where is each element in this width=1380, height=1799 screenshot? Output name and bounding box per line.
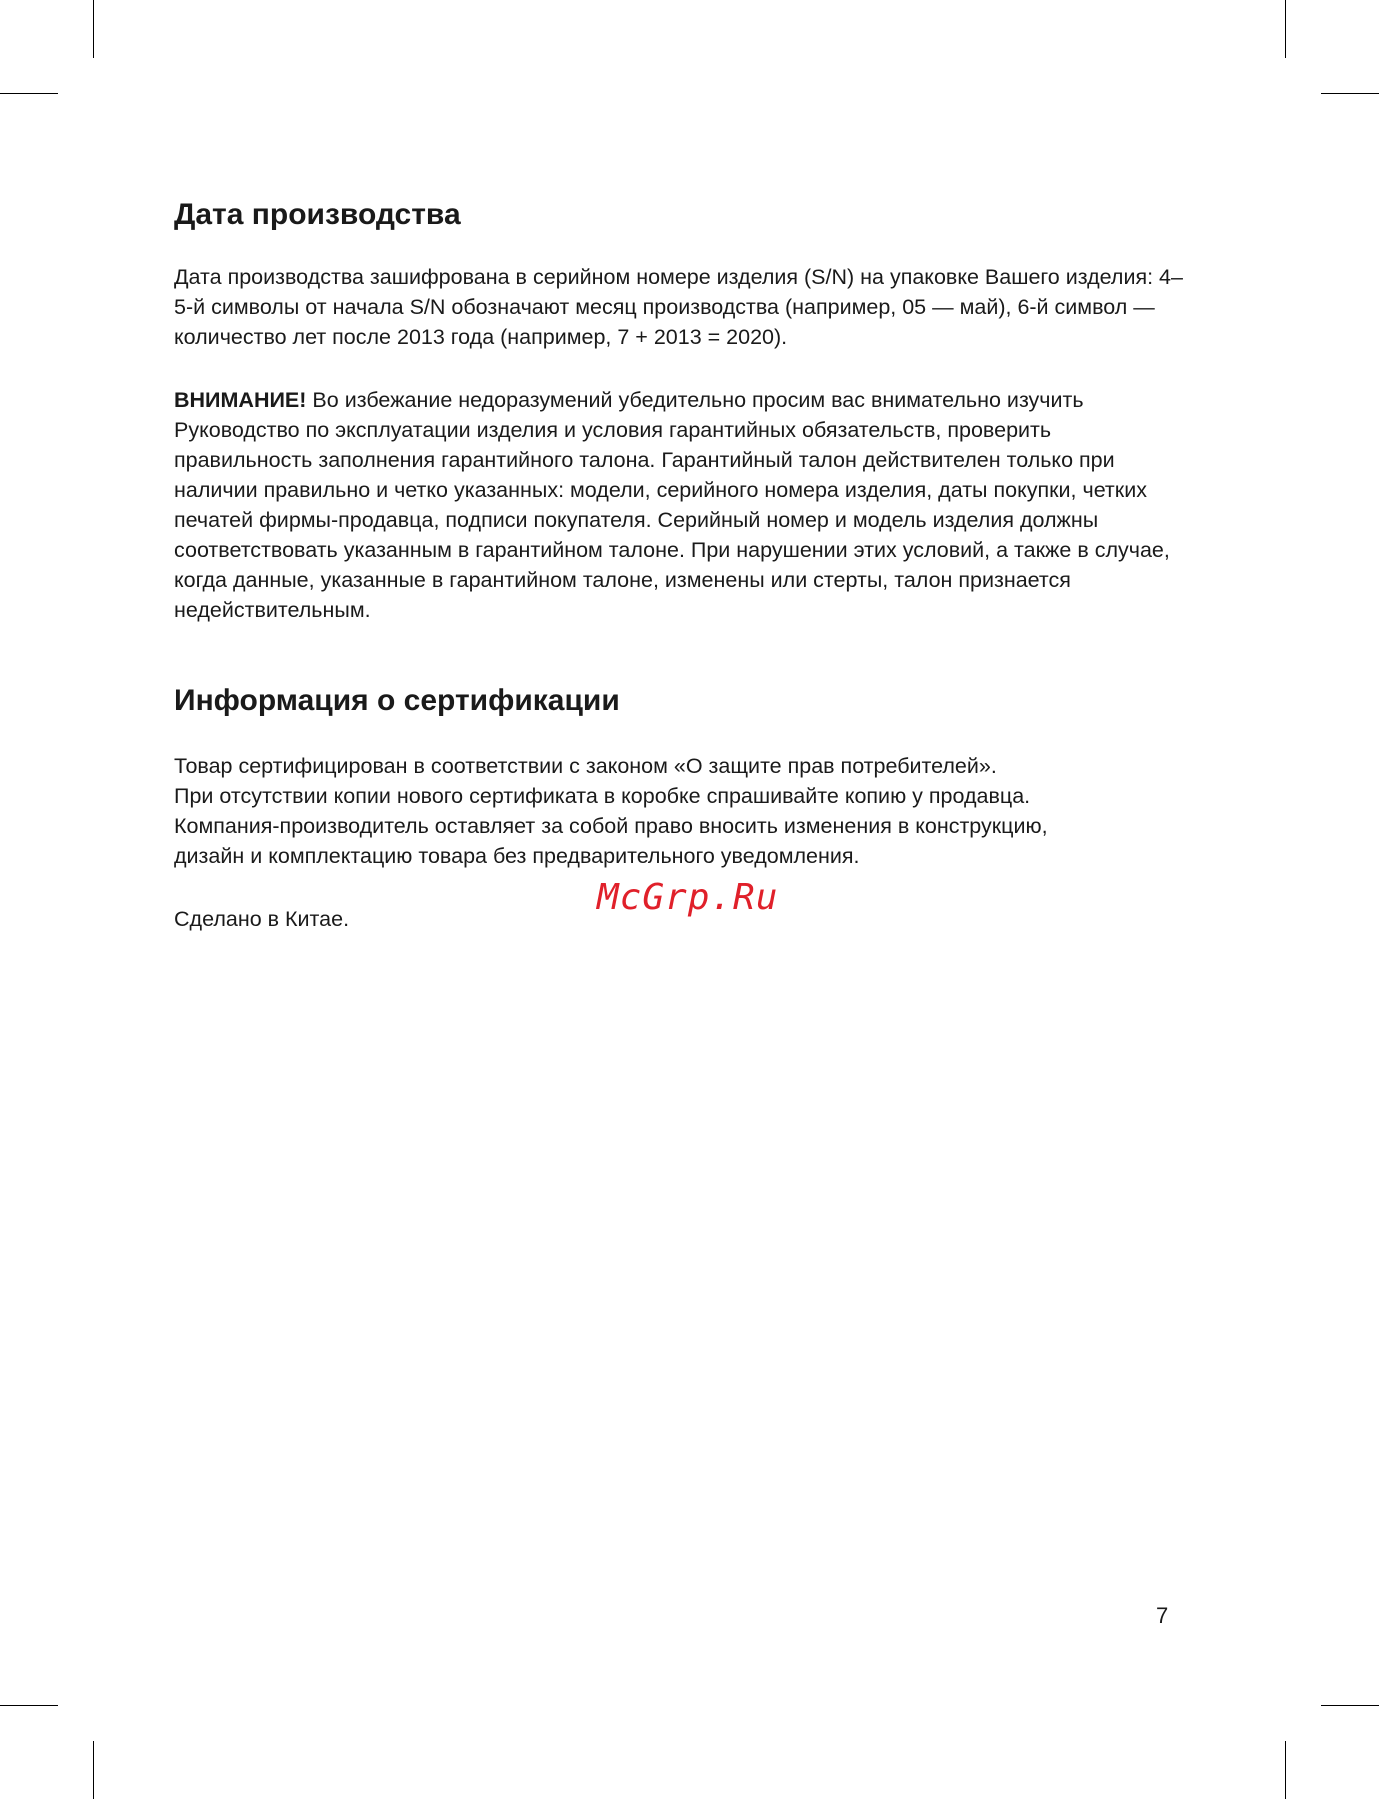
warning-text: Во избежание недоразумений убедительно просим вас внимательно изучить Руководство по эксплуатации изделия и условия гарантийных обязательств, проверить правильность заполнения гарантийного талона. Гарантийный талон действителен только при наличии правильно и четко указанных: модели, серийного номера изделия, даты покупки, четких печатей фирмы-продавца, подписи покупателя. Серийный номер и модель изделия должны соответствовать указанным в гарантийном талоне. При нарушении этих условий, а также в случае, когда данные, указанные в гарантийном талоне, изменены или стерты, талон признается недействительным. — [174, 388, 1170, 622]
crop-mark-bottom-right-horizontal — [1321, 1705, 1379, 1706]
certification-line: дизайн и комплектацию товара без предварительного уведомления. — [174, 844, 860, 868]
page-number: 7 — [1156, 1603, 1169, 1628]
crop-mark-top-left-vertical — [93, 0, 94, 58]
certification-heading: Информация о сертификации — [174, 684, 620, 717]
crop-mark-top-left-horizontal — [0, 93, 58, 94]
warning-label: ВНИМАНИЕ! — [174, 388, 307, 412]
crop-mark-bottom-right-vertical — [1285, 1741, 1286, 1799]
watermark-text: McGrp.Ru — [597, 877, 779, 918]
production-date-heading: Дата производства — [174, 198, 461, 231]
origin-text: Сделано в Китае. — [174, 907, 350, 931]
crop-mark-bottom-left-horizontal — [0, 1705, 58, 1706]
certification-line: При отсутствии копии нового сертификата в коробке спрашивайте копию у продавца. — [174, 784, 1031, 808]
production-date-paragraph: Дата производства зашифрована в серийном номере изделия (S/N) на упаковке Вашего изделия: 4–5-й символы от начала S/N обозначают месяц производства (например, 05 — май), 6-й символ — количество лет после 2013 года (например, 7 + 2013 = 2020). — [174, 265, 1183, 349]
page-content — [174, 198, 1184, 934]
certification-line: Компания-производитель оставляет за собой право вносить изменения в конструкцию, — [174, 814, 1048, 838]
crop-mark-top-right-vertical — [1285, 0, 1286, 58]
certification-line: Товар сертифицирован в соответствии с законом «О защите прав потребителей». — [174, 754, 997, 778]
crop-mark-bottom-left-vertical — [93, 1741, 94, 1799]
certification-paragraph — [174, 751, 1184, 871]
warning-paragraph — [174, 385, 1184, 625]
crop-mark-top-right-horizontal — [1321, 93, 1379, 94]
